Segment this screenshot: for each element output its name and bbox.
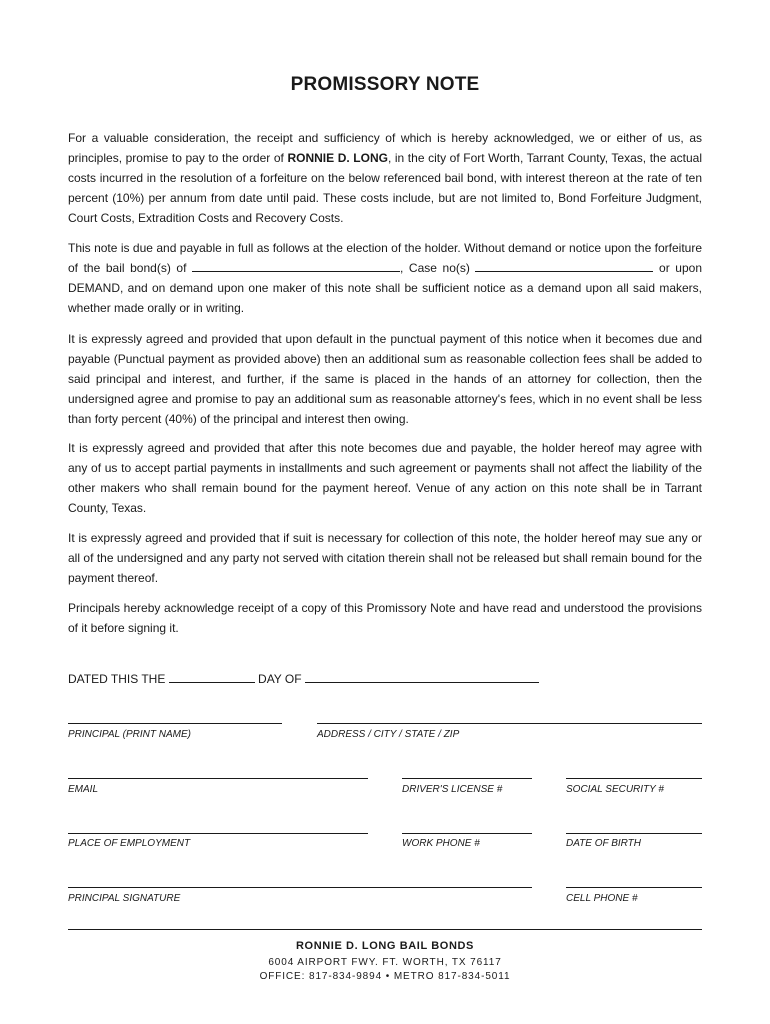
social-security-label: SOCIAL SECURITY #	[566, 784, 664, 795]
email-label: EMAIL	[68, 784, 99, 795]
work-phone-line[interactable]	[402, 833, 532, 834]
dated-middle: DAY OF	[254, 672, 305, 686]
para1-text-before: For a valuable consideration, the receipt and sufficiency of which is hereby acknowledged, we or either of us, as principles, promise to pay to the order of	[68, 131, 702, 165]
footer-phones: OFFICE: 817-834-9894 • METRO 817-834-5011	[259, 971, 511, 982]
dated-line	[68, 669, 539, 686]
day-blank[interactable]	[169, 669, 255, 683]
para2-text-2: , Case no(s)	[400, 261, 476, 275]
date-of-birth-line[interactable]	[566, 833, 702, 834]
case-number-blank[interactable]	[475, 258, 653, 272]
paragraph-default	[68, 329, 702, 429]
footer-address: 6004 AIRPORT FWY. FT. WORTH, TX 76117	[268, 957, 502, 968]
social-security-line[interactable]	[566, 778, 702, 779]
drivers-license-line[interactable]	[402, 778, 532, 779]
footer-company: RONNIE D. LONG BAIL BONDS	[296, 940, 474, 952]
bail-bond-blank[interactable]	[192, 258, 400, 272]
month-blank[interactable]	[305, 669, 539, 683]
principal-signature-line[interactable]	[68, 887, 532, 888]
para2-text-1: This note is due and payable in full as follows at the election of the holder. Without demand or notice upon the forfeiture of the bail bond(s) of	[68, 241, 702, 275]
place-of-employment-line[interactable]	[68, 833, 368, 834]
address-line[interactable]	[317, 723, 702, 724]
paragraph-consideration	[68, 128, 702, 228]
principal-signature-label: PRINCIPAL SIGNATURE	[68, 893, 181, 904]
dated-prefix: DATED THIS THE	[68, 672, 169, 686]
footer-divider	[68, 929, 702, 930]
para3-text: It is expressly agreed and provided that upon default in the punctual payment of this notice when it becomes due and payable (Punctual payment as provided above) then an additional sum as reasonable collection fees shall be added to said principal and interest, and further, if the same is placed in the hands of an attorney for collection, then the undersigned agree and promise to pay an additional sum as reasonable attorney's fees, which in no event shall be less than forty percent (40%) of the principal and interest then owing.	[68, 332, 702, 426]
payee-name: RONNIE D. LONG	[287, 151, 388, 165]
email-line[interactable]	[68, 778, 368, 779]
work-phone-label: WORK PHONE #	[402, 838, 480, 849]
para5-text: It is expressly agreed and provided that if suit is necessary for collection of this note, the holder hereof may sue any or all of the undersigned and any party not served with citation therein shall not be released but shall remain bound for the payment thereof.	[68, 531, 702, 585]
document-title: PROMISSORY NOTE	[290, 74, 480, 95]
para2-text-3: or upon DEMAND, and on demand upon one maker of this note shall be sufficient notice as a demand upon all said makers, whether made orally or in writing.	[68, 261, 702, 315]
place-of-employment-label: PLACE OF EMPLOYMENT	[68, 838, 191, 849]
paragraph-suit	[68, 528, 702, 588]
paragraph-acknowledge	[68, 598, 702, 638]
cell-phone-label: CELL PHONE #	[566, 893, 638, 904]
date-of-birth-label: DATE OF BIRTH	[566, 838, 642, 849]
drivers-license-label: DRIVER'S LICENSE #	[402, 784, 503, 795]
cell-phone-line[interactable]	[566, 887, 702, 888]
principal-name-line[interactable]	[68, 723, 282, 724]
para4-text: It is expressly agreed and provided that after this note becomes due and payable, the holder hereof may agree with any of us to accept partial payments in installments and such agreement or payments shall not affect the liability of the other makers who shall remain bound for the payment hereof. Venue of any action on this note shall be in Tarrant County, Texas.	[68, 441, 702, 515]
paragraph-partial-payments	[68, 438, 702, 518]
para1-text-after: , in the city of Fort Worth, Tarrant County, Texas, the actual costs incurred in the resolution of a forfeiture on the below referenced bail bond, with interest thereon at the rate of ten percent (10%) per annum from date until paid. These costs include, but are not limited to, Bond Forfeiture Judgment, Court Costs, Extradition Costs and Recovery Costs.	[68, 151, 702, 225]
address-label: ADDRESS / CITY / STATE / ZIP	[317, 729, 460, 740]
principal-name-label: PRINCIPAL (PRINT NAME)	[68, 729, 191, 740]
paragraph-due-payable	[68, 238, 702, 318]
para6-text: Principals hereby acknowledge receipt of a copy of this Promissory Note and have read and understood the provisions of it before signing it.	[68, 601, 702, 635]
